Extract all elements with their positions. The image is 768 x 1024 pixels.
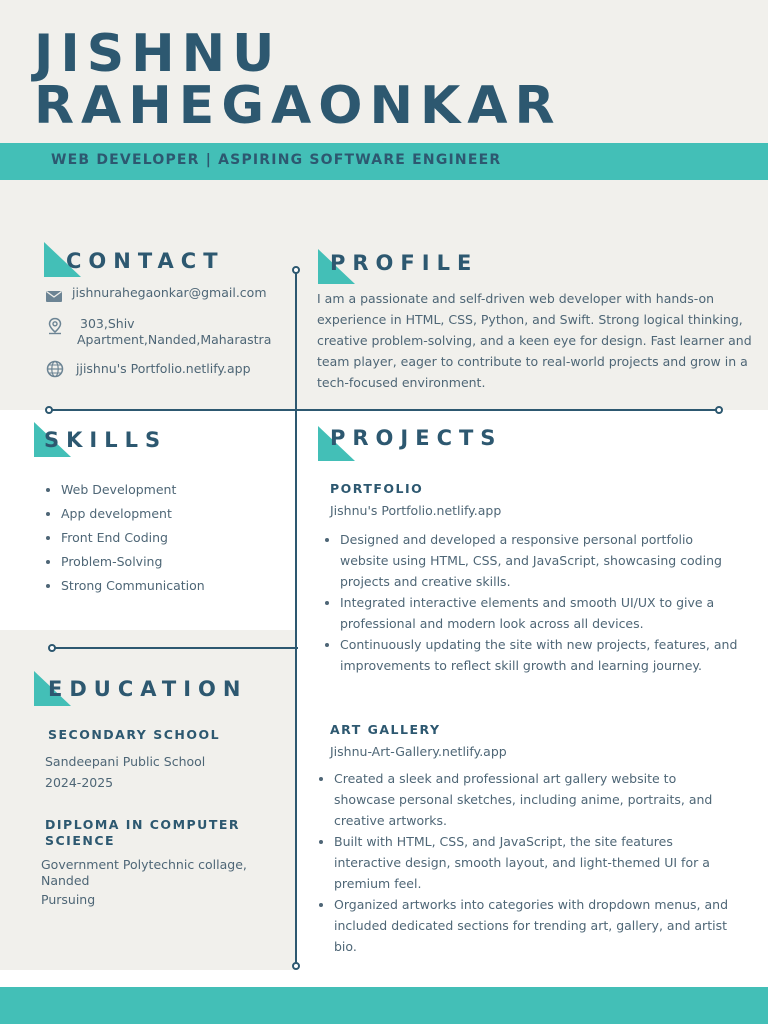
- education-diploma-status: Pursuing: [41, 892, 96, 907]
- skill-item: • Strong Communication: [61, 574, 205, 598]
- education-diploma-title: DIPLOMA IN COMPUTER: [45, 817, 241, 832]
- timeline-vertical: [295, 270, 297, 967]
- bullet-line: Created a sleek and professional art gallery website to: [334, 771, 677, 786]
- contact-email[interactable]: jishnurahegaonkar@gmail.com: [72, 285, 267, 300]
- skill-item: • Problem-Solving: [61, 550, 205, 574]
- location-pin-icon: [46, 317, 64, 335]
- skills-title: SKILLS: [44, 428, 168, 452]
- footer-band: [0, 987, 768, 1024]
- bullet-line: Continuously updating the site with new projects, features, and: [340, 637, 738, 652]
- timeline-divider-education: [52, 647, 298, 649]
- projects-title: PROJECTS: [330, 426, 503, 450]
- education-school-name: Sandeepani Public School: [45, 754, 206, 769]
- last-name: RAHEGAONKAR: [34, 76, 562, 136]
- project-portfolio-bullets: [324, 529, 744, 676]
- bullet-line: Organized artworks into categories with dropdown menus, and: [334, 897, 729, 912]
- profile-line: experience in HTML, CSS, Python, and Swift. Strong logical thinking,: [317, 312, 743, 327]
- bullet-line: showcase personal sketches, including anime, portraits, and: [334, 792, 713, 807]
- list-item: [334, 894, 738, 957]
- profile-line: tech-focused environment.: [317, 375, 486, 390]
- contact-address-line1: 303,Shiv: [80, 316, 135, 331]
- project-gallery-bullets: [318, 768, 738, 957]
- list-item: [340, 529, 744, 592]
- skill-item: • Front End Coding: [61, 526, 205, 550]
- bullet-line: professional and modern look across all devices.: [340, 616, 644, 631]
- education-school-title: SECONDARY SCHOOL: [48, 727, 221, 742]
- bullet-line: improvements to reflect skill growth and learning journey.: [340, 658, 702, 673]
- profile-line: team player, eager to contribute to real-world projects and grow in a: [317, 354, 748, 369]
- timeline-dot: [715, 406, 723, 414]
- bullet-line: premium feel.: [334, 876, 422, 891]
- tagline: WEB DEVELOPER | ASPIRING SOFTWARE ENGINEER: [51, 152, 502, 168]
- education-diploma-institution: Government Polytechnic collage,: [41, 857, 247, 872]
- mail-icon: [45, 287, 63, 305]
- profile-title: PROFILE: [330, 251, 479, 275]
- bullet-line: Integrated interactive elements and smooth UI/UX to give a: [340, 595, 715, 610]
- list-item: [334, 831, 738, 894]
- bullet-line: included dedicated sections for trending art, gallery, and artist: [334, 918, 727, 933]
- bullet-line: website using HTML, CSS, and JavaScript, showcasing coding: [340, 553, 722, 568]
- project-gallery-link[interactable]: Jishnu-Art-Gallery.netlify.app: [330, 744, 507, 759]
- skills-list: [45, 478, 205, 598]
- bullet-line: projects and creative skills.: [340, 574, 511, 589]
- profile-line: creative problem-solving, and a keen eye for design. Fast learner and: [317, 333, 752, 348]
- list-item: [340, 592, 744, 634]
- education-diploma-institution: Nanded: [41, 873, 90, 888]
- bullet-line: bio.: [334, 939, 357, 954]
- profile-text: [317, 288, 752, 393]
- project-gallery-title: ART GALLERY: [330, 722, 441, 737]
- list-item: [340, 634, 744, 676]
- project-portfolio-link[interactable]: Jishnu's Portfolio.netlify.app: [330, 503, 502, 518]
- timeline-dot: [45, 406, 53, 414]
- education-diploma-title: SCIENCE: [45, 833, 116, 848]
- contact-website[interactable]: jjishnu's Portfolio.netlify.app: [76, 361, 251, 376]
- first-name: JISHNU: [34, 24, 282, 84]
- globe-icon: [46, 360, 64, 378]
- profile-line: I am a passionate and self-driven web developer with hands-on: [317, 291, 715, 306]
- list-item: [334, 768, 738, 831]
- timeline-dot: [292, 266, 300, 274]
- contact-address-line2: Apartment,Nanded,Maharastra: [77, 332, 272, 347]
- bullet-line: Built with HTML, CSS, and JavaScript, the site features: [334, 834, 673, 849]
- bullet-line: interactive design, smooth layout, and light-themed UI for a: [334, 855, 710, 870]
- education-school-years: 2024-2025: [45, 775, 114, 790]
- timeline-dot: [48, 644, 56, 652]
- bullet-line: creative artworks.: [334, 813, 447, 828]
- timeline-dot: [292, 962, 300, 970]
- education-title: EDUCATION: [48, 677, 248, 701]
- project-portfolio-title: PORTFOLIO: [330, 481, 424, 496]
- skill-item: • Web Development: [61, 478, 205, 502]
- bullet-line: Designed and developed a responsive personal portfolio: [340, 532, 694, 547]
- contact-title: CONTACT: [66, 249, 225, 273]
- timeline-divider-top: [49, 409, 719, 411]
- skill-item: • App development: [61, 502, 205, 526]
